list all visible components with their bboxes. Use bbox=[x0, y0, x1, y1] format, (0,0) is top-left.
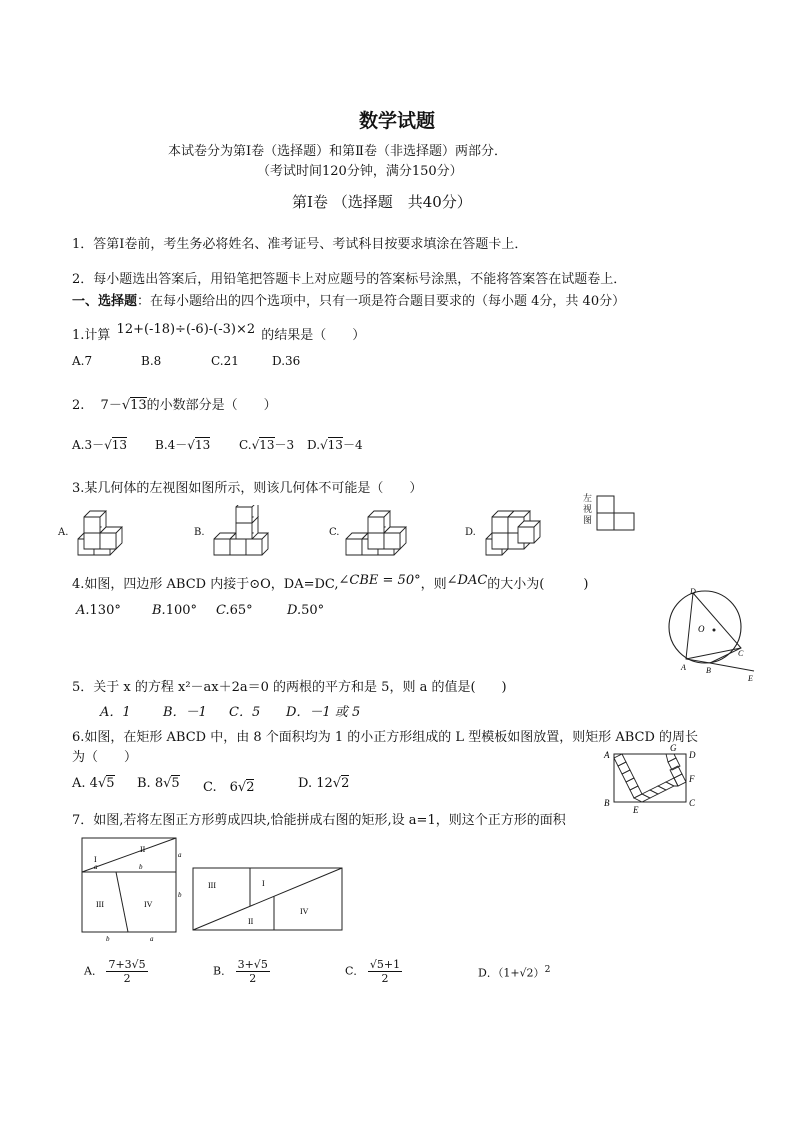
q6-option-d-pre: D. 12 bbox=[298, 776, 333, 791]
q4-option-a bbox=[76, 603, 121, 618]
fraction-numerator: 3+√5 bbox=[237, 958, 268, 971]
q2-option-a-pre: A.3－ bbox=[72, 438, 105, 452]
q4-option-b bbox=[152, 603, 197, 618]
q2-option-c bbox=[239, 436, 294, 453]
q7-option-a-fraction bbox=[106, 958, 147, 985]
label-b: b bbox=[139, 863, 143, 871]
exam-structure-note: 本试卷分为第Ⅰ卷（选择题）和第Ⅱ卷（非选择题）两部分． bbox=[168, 144, 507, 159]
q4-text-b: ，则 bbox=[420, 577, 447, 592]
label-IV: IV bbox=[144, 900, 153, 909]
q2-option-d-post: －4 bbox=[342, 438, 363, 452]
q1-expression: 12+(-18)÷(-6)-(-3)×2 bbox=[116, 322, 256, 337]
label-B: B bbox=[706, 666, 711, 675]
question-7: 7．如图,若将左图正方形剪成四块,恰能拼成右图的矩形,设 a=1，则这个正方形的面积 bbox=[72, 813, 566, 828]
label-IV: IV bbox=[300, 907, 309, 916]
q2-option-b bbox=[155, 436, 210, 453]
q6-option-a bbox=[72, 776, 115, 791]
q2-option-d-pre: D. bbox=[307, 438, 321, 452]
exam-time-note: （考试时间120分钟，满分150分） bbox=[257, 164, 463, 179]
q1-option-d: D.36 bbox=[272, 354, 301, 368]
label-G: G bbox=[670, 743, 677, 753]
q7-option-d-power: 2 bbox=[544, 964, 551, 975]
label-A: A bbox=[604, 750, 610, 760]
label-II: II bbox=[248, 917, 254, 926]
sqrt-icon: √ bbox=[332, 776, 342, 791]
label-C: C bbox=[689, 798, 696, 808]
q7-option-a bbox=[84, 958, 148, 985]
label-A: A bbox=[681, 663, 686, 672]
question-6-line1: 6.如图，在矩形 ABCD 中，由 8 个面积均为 1 的小正方形组成的 L 型模板如图放置，则矩形 ABCD 的周长 bbox=[72, 730, 699, 745]
q4-option-c-letter: C. bbox=[216, 603, 230, 618]
q6-option-c-pre: C. 6 bbox=[203, 780, 238, 795]
q6-option-a-rad: 5 bbox=[106, 776, 115, 791]
q4-circle-figure bbox=[664, 585, 764, 685]
label-B: B bbox=[604, 798, 610, 808]
q7-option-b-letter: B． bbox=[213, 964, 233, 978]
view-label-char: 左 bbox=[583, 494, 593, 504]
sqrt-icon: √ bbox=[237, 780, 247, 795]
q6-rectangle-figure bbox=[598, 740, 708, 815]
label-III: III bbox=[208, 881, 216, 890]
q4-text-c: 的大小为( ) bbox=[487, 577, 589, 592]
q4-angle-dac: ∠DAC bbox=[446, 573, 488, 588]
q3-solids-figure bbox=[70, 505, 593, 560]
label-O: O bbox=[698, 624, 705, 634]
label-E: E bbox=[633, 805, 639, 815]
sqrt-icon: √ bbox=[320, 438, 328, 452]
q3-solid-b bbox=[214, 505, 268, 555]
sqrt-icon: √ bbox=[251, 438, 260, 452]
q4-option-c-value: 65° bbox=[229, 603, 253, 618]
section-heading bbox=[72, 290, 625, 309]
q1-option-a: A.7 bbox=[72, 354, 93, 368]
label-a: a bbox=[94, 863, 98, 871]
q5-option-c: C．5 bbox=[229, 705, 261, 720]
q4-option-a-letter: A. bbox=[76, 603, 90, 618]
q7-option-c bbox=[345, 958, 402, 985]
q4-option-d bbox=[287, 603, 324, 618]
note-2: 2．每小题选出答案后，用铅笔把答题卡上对应题号的答案标号涂黑，不能将答案答在试题卷上． bbox=[72, 272, 627, 287]
q3-solid-d bbox=[486, 511, 540, 555]
label-b: b bbox=[106, 935, 110, 943]
q4-option-d-letter: D. bbox=[287, 603, 302, 618]
q7-option-d-letter: D． bbox=[478, 966, 498, 980]
sqrt-icon: √ bbox=[97, 776, 107, 791]
q3-solid-c bbox=[346, 511, 406, 555]
q6-option-b bbox=[137, 776, 180, 791]
q3-option-c-label: C. bbox=[329, 527, 340, 538]
label-b: b bbox=[178, 891, 182, 899]
q4-option-b-value: 100° bbox=[165, 603, 198, 618]
q2-number: 2. bbox=[72, 398, 85, 413]
q4-option-d-value: 50° bbox=[301, 603, 325, 618]
q3-solid-a bbox=[78, 511, 122, 555]
q7-option-b-fraction bbox=[236, 958, 270, 985]
q2-option-c-pre: C. bbox=[239, 438, 252, 452]
label-F: F bbox=[689, 774, 695, 784]
q2-option-c-rad: 13 bbox=[259, 438, 275, 452]
sqrt-icon: √ bbox=[104, 438, 112, 452]
q2-option-d bbox=[307, 436, 363, 453]
q1-prefix: 1.计算 bbox=[72, 328, 111, 343]
q7-option-a-letter: A． bbox=[84, 964, 103, 978]
q6-option-c-rad: 2 bbox=[246, 780, 255, 795]
q2-option-a bbox=[72, 436, 127, 453]
q6-option-b-rad: 5 bbox=[171, 776, 180, 791]
q6-option-c bbox=[203, 776, 254, 795]
q5-option-a: A．1 bbox=[100, 705, 131, 720]
question-3: 3.某几何体的左视图如图所示，则该几何体不可能是（ ） bbox=[72, 481, 423, 496]
q2-option-d-rad: 13 bbox=[327, 438, 343, 452]
q4-angle-cbe: ∠CBE = 50° bbox=[338, 573, 421, 588]
fraction-numerator: √5+1 bbox=[369, 958, 401, 971]
sqrt-icon: √ bbox=[163, 776, 172, 791]
label-E: E bbox=[748, 674, 753, 683]
sqrt-icon: √ bbox=[187, 438, 195, 452]
q2-sqrt-icon: √ bbox=[121, 398, 131, 413]
q3-option-b-label: B. bbox=[194, 527, 205, 538]
q2-option-b-rad: 13 bbox=[194, 438, 211, 452]
q7-rectangle-figure bbox=[188, 862, 348, 936]
q2-option-a-rad: 13 bbox=[111, 438, 128, 452]
label-II: II bbox=[140, 845, 146, 854]
fraction-numerator: 7+3√5 bbox=[108, 958, 146, 971]
question-5: 5．关于 x 的方程 x²－ax＋2a＝0 的两根的平方和是 5，则 a 的值是( ) bbox=[72, 680, 507, 695]
page-title: 数学试题 bbox=[359, 110, 436, 132]
label-a: a bbox=[178, 851, 182, 859]
q4-option-a-value: 130° bbox=[89, 603, 121, 618]
q2-option-c-post: －3 bbox=[274, 438, 295, 452]
section-label: 一、选择题 bbox=[72, 294, 138, 309]
label-D: D bbox=[690, 587, 696, 596]
q4-option-b-letter: B. bbox=[152, 603, 166, 618]
label-III: III bbox=[96, 900, 104, 909]
q1-suffix: 的结果是（ ） bbox=[261, 328, 366, 343]
q2-option-b-pre: B.4－ bbox=[155, 438, 188, 452]
fraction-denominator: 2 bbox=[249, 972, 257, 985]
q3-view-label bbox=[583, 494, 592, 527]
q2-expr: 7－ bbox=[100, 398, 122, 413]
fraction-denominator: 2 bbox=[123, 972, 131, 985]
q2-suffix: 的小数部分是（ ） bbox=[146, 398, 277, 413]
label-a: a bbox=[150, 935, 154, 943]
q3-option-d-label: D. bbox=[465, 527, 476, 538]
q4-text-a: 4.如图，四边形 ABCD 内接于⊙O，DA=DC, bbox=[72, 577, 339, 592]
volume-heading: 第Ⅰ卷 （选择题 共40分） bbox=[292, 193, 472, 211]
fraction-denominator: 2 bbox=[381, 972, 389, 985]
q7-option-d-expr: （1+√2） bbox=[497, 966, 545, 980]
note-1: 1．答第Ⅰ卷前，考生务必将姓名、准考证号、考试科目按要求填涂在答题卡上． bbox=[72, 237, 528, 252]
question-1 bbox=[72, 324, 365, 343]
question-4 bbox=[72, 573, 588, 592]
q4-option-c bbox=[216, 603, 253, 618]
q6-option-b-pre: B. 8 bbox=[137, 776, 164, 791]
q6-option-d bbox=[298, 776, 349, 791]
q2-radicand: 13 bbox=[130, 398, 147, 413]
question-2 bbox=[72, 394, 277, 413]
q3-option-a-label: A. bbox=[58, 527, 69, 538]
q6-option-d-rad: 2 bbox=[341, 776, 350, 791]
view-label-char: 图 bbox=[583, 516, 593, 526]
label-I: I bbox=[94, 855, 97, 864]
q7-option-d bbox=[478, 964, 550, 981]
q1-option-b: B.8 bbox=[141, 354, 162, 368]
q7-square-figure bbox=[76, 832, 186, 944]
q6-option-a-pre: A. 4 bbox=[72, 776, 98, 791]
label-C: C bbox=[738, 649, 744, 658]
section-instruction: ：在每小题给出的四个选项中，只有一项是符合题目要求的（每小题 4分，共 40分） bbox=[137, 294, 626, 309]
q7-option-c-letter: C． bbox=[345, 964, 365, 978]
q1-option-c: C.21 bbox=[211, 354, 239, 368]
question-6-line2: 为（ ） bbox=[72, 750, 138, 765]
q5-option-d: D．－1 或 5 bbox=[286, 705, 361, 720]
label-I: I bbox=[262, 879, 265, 888]
label-D: D bbox=[689, 750, 696, 760]
q7-option-c-fraction bbox=[368, 958, 402, 985]
view-label-char: 视 bbox=[583, 505, 593, 515]
q7-option-b bbox=[213, 958, 270, 985]
q5-option-b: B．－1 bbox=[163, 705, 207, 720]
